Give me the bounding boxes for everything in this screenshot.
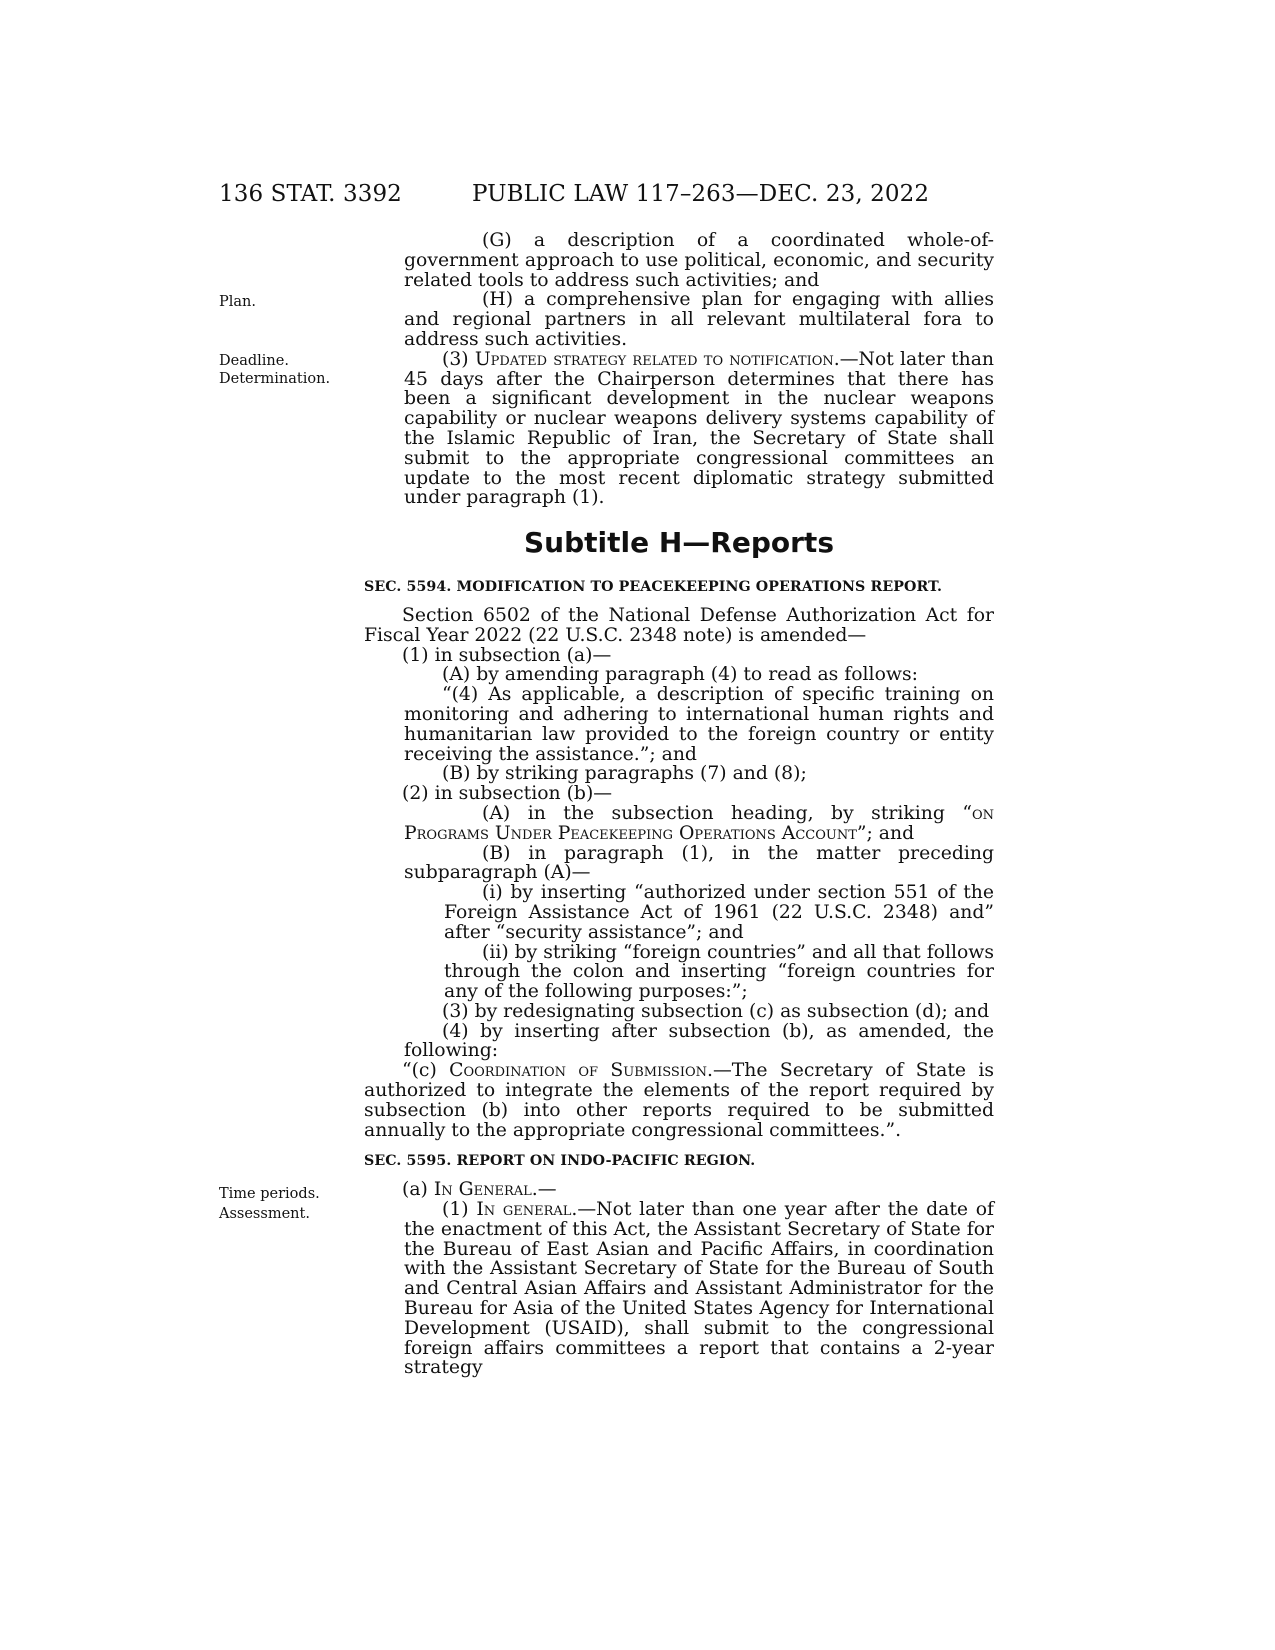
section-5594-intro: Section 6502 of the National Defense Authorization Act for Fiscal Year 2022 (22 U.S.C. 2348 note) is amended— (364, 604, 994, 646)
subsection-c-label: “(c) (402, 1060, 450, 1082)
item-1: (1) in subsection (a)— (402, 644, 612, 666)
section-5595-heading: SEC. 5595. REPORT ON INDO-PACIFIC REGION. (364, 1153, 756, 1170)
subsection-c-heading: Coordination of Submission (449, 1060, 707, 1082)
paragraph-3 (364, 350, 994, 508)
item-2-a-start: (A) in the subsection heading, by striking “ (482, 802, 972, 824)
page-stat-citation: 136 STAT. 3392 (219, 181, 402, 207)
document-body (364, 231, 994, 1378)
running-head-title: PUBLIC LAW 117–263—DEC. 23, 2022 (472, 181, 930, 207)
subsection-a-1-heading: In general (476, 1199, 572, 1221)
paragraph-3-label: (3) (442, 348, 475, 370)
item-2-b: (B) in paragraph (1), in the matter preceding subparagraph (A)— (404, 842, 994, 884)
inserted-subsection-c (364, 1061, 994, 1140)
margin-note-determination: Determination. (219, 371, 331, 387)
margin-note-time-periods: Time periods. (219, 1186, 320, 1202)
subsection-a-1 (364, 1200, 994, 1378)
subsection-a-heading: In General (433, 1179, 532, 1201)
margin-note-plan: Plan. (219, 294, 256, 310)
margin-note-assessment: Assessment. (219, 1206, 310, 1222)
item-1-b: (B) by striking paragraphs (7) and (8); (442, 763, 807, 785)
subsection-c-text: .—The Secretary of State is authorized to integrate the elements of the report required by subsection (b) into other reports required to be submitted annually to the appropriate congressional committees.”. (364, 1060, 994, 1141)
item-2-a-struck-heading: on Programs Under Peacekeeping Operations Account (404, 802, 994, 844)
item-4: (4) by inserting after subsection (b), as amended, the following: (404, 1020, 994, 1062)
item-2: (2) in subsection (b)— (402, 783, 613, 805)
item-1-a: (A) by amending paragraph (4) to read as follows: (442, 664, 918, 686)
item-1-a-quote: “(4) As applicable, a description of specific training on monitoring and adhering to international human rights and humanitarian law provided to the foreign country or entity receiving the assistance.”; and (404, 684, 994, 765)
subsection-a-label: (a) (402, 1179, 434, 1201)
paragraph-3-text: .—Not later than 45 days after the Chairperson determines that there has been a significant development in the nuclear weapons capability or nuclear weapons delivery systems capability of the Islamic Republic of Iran, the Secretary of State shall submit to the appropriate congressional committees an update to the most recent diplomatic strategy submitted under paragraph (1). (404, 348, 995, 509)
item-3: (3) by redesignating subsection (c) as subsection (d); and (442, 1000, 990, 1022)
section-5594-heading: SEC. 5594. MODIFICATION TO PEACEKEEPING OPERATIONS REPORT. (364, 579, 942, 596)
item-2-b-i: (i) by inserting “authorized under section 551 of the Foreign Assistance Act of 1961 (22 U.S.C. 2348) and” after “security assistance”; and (444, 882, 994, 943)
paragraph-3-heading: Updated strategy related to notification (474, 348, 834, 370)
item-2-a-end: ”; and (856, 822, 915, 844)
subsection-a-1-label: (1) (442, 1199, 477, 1221)
item-2-a (364, 804, 994, 844)
margin-note-deadline: Deadline. (219, 353, 289, 369)
clause-h: (H) a comprehensive plan for engaging with allies and regional partners in all relevant multilateral fora to address such activities. (404, 289, 994, 350)
subtitle-heading: Subtitle H—Reports (524, 526, 834, 560)
subsection-a-1-text: .—Not later than one year after the date of the enactment of this Act, the Assistant Secretary of State for the Bureau of East Asian and Pacific Affairs, in coordination with the Assistant Secretary of State for the Bureau of South and Central Asian Affairs and Assistant Administrator for the Bureau for Asia of the United States Agency for International Development (USAID), shall submit to the congressional foreign affairs committees a report that contains a 2-year strategy (404, 1199, 995, 1379)
item-2-b-ii: (ii) by striking “foreign countries” and all that follows through the colon and inserting “foreign countries for any of the following purposes:”; (444, 941, 994, 1003)
clause-g: (G) a description of a coordinated whole-of-government approach to use political, economic, and security related tools to address such activities; and (404, 230, 994, 291)
subsection-a-dash: .— (531, 1179, 557, 1201)
subsection-a (364, 1180, 994, 1200)
